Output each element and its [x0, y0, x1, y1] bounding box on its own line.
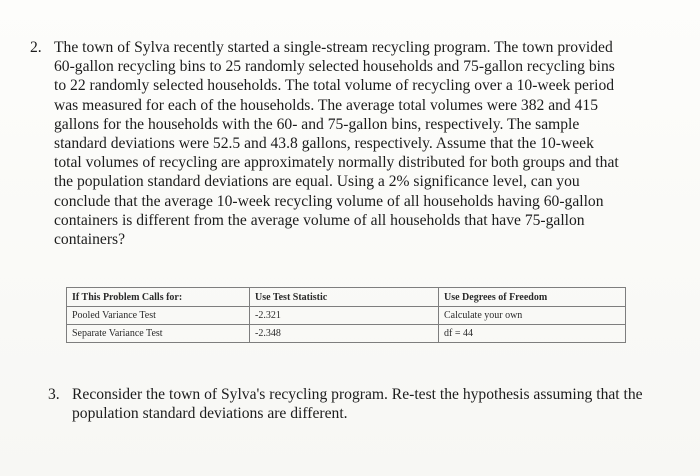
problem-2-number: 2.	[30, 39, 42, 56]
problem-3-text: Reconsider the town of Sylva's recycling program. Re-test the hypothesis assuming that the population standard deviations are different.	[72, 386, 643, 423]
problem-3	[48, 385, 678, 423]
table-cell: Separate Variance Test	[67, 325, 250, 343]
table-cell: Calculate your own	[439, 307, 626, 325]
table-row	[67, 307, 626, 325]
table-cell: df = 44	[439, 325, 626, 343]
problem-2	[30, 38, 680, 249]
table-cell: -2.348	[250, 325, 439, 343]
table-cell: -2.321	[250, 307, 439, 325]
problem-2-text: The town of Sylva recently started a single-stream recycling program. The town provided 60-gallon recycling bins to 25 randomly selected households and 75-gallon recycling bins to 22 randomly selected households. The total volume of recycling over a 10-week period was measured for each of the households. The average total volumes were 382 and 415 gallons for the households with the 60- and 75-gallon bins, respectively. The sample standard deviations were 52.5 and 43.8 gallons, respectively. Assume that the 10-week total volumes of recycling are approximately normally distributed for both groups and that the population standard deviations are equal. Using a 2% significance level, can you conclude that the average 10-week recycling volume of all households having 60-gallon containers is different from the average volume of all households that have 75-gallon containers?	[54, 39, 619, 249]
reference-table	[66, 287, 626, 343]
table-header-cell: Use Test Statistic	[250, 288, 439, 307]
table-header-row	[67, 288, 626, 307]
problem-3-number: 3.	[48, 386, 60, 403]
test-statistic-table	[66, 287, 626, 343]
table-header-cell: If This Problem Calls for:	[67, 288, 250, 307]
table-cell: Pooled Variance Test	[67, 307, 250, 325]
table-row	[67, 325, 626, 343]
table-header-cell: Use Degrees of Freedom	[439, 288, 626, 307]
